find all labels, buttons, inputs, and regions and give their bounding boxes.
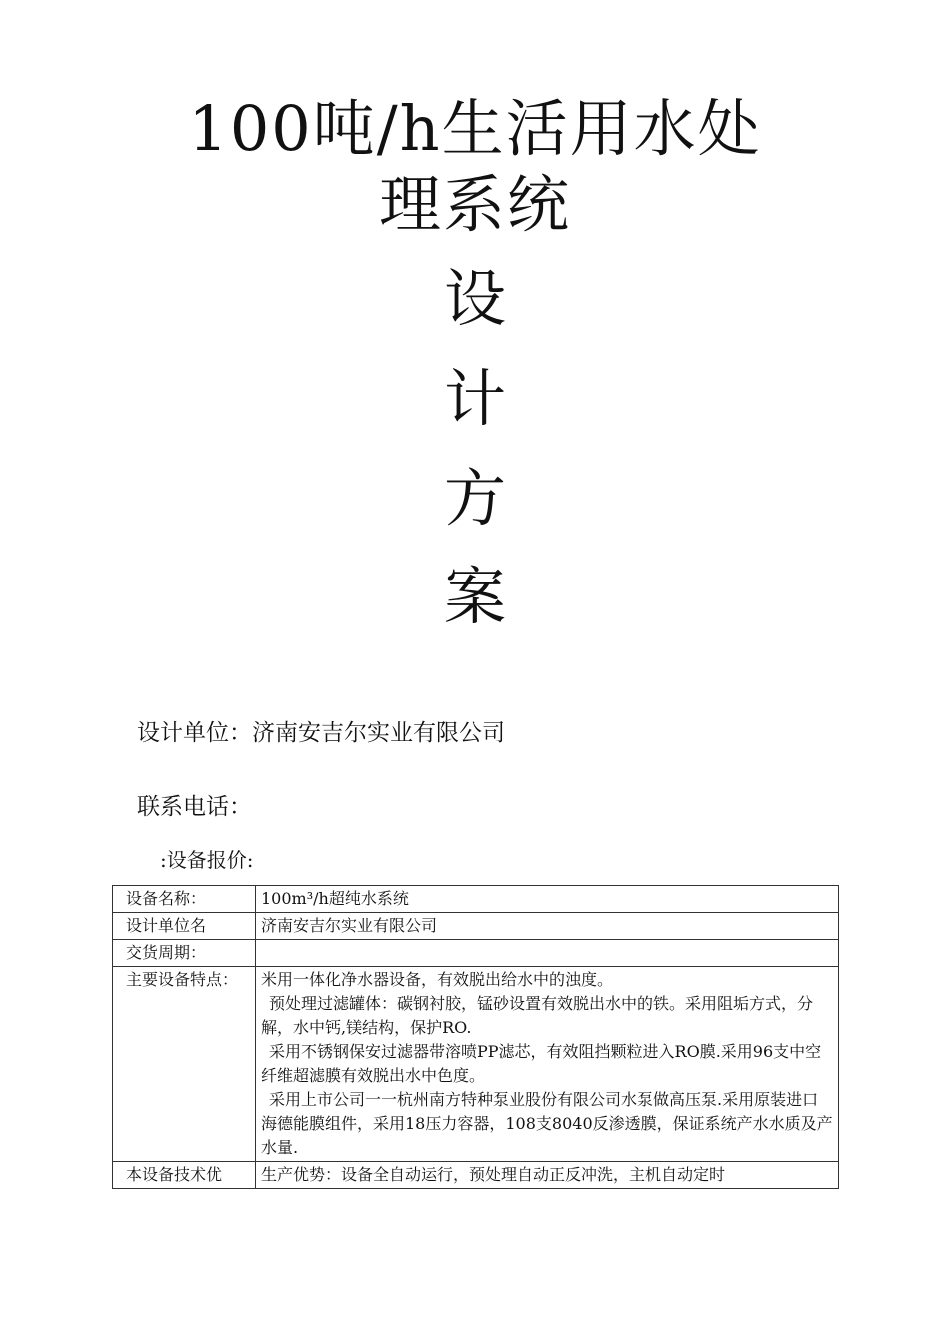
document-title-line-2: 理系统 [378, 168, 571, 241]
table-row [113, 967, 839, 1162]
row-value: 济南安吉尔实业有限公司 [256, 913, 839, 940]
table-row [113, 1162, 839, 1189]
table-row [113, 913, 839, 940]
row-value-text: 生产优势：设备全自动运行，预处理自动正反冲洗，主机自动定时 [261, 1165, 726, 1184]
feature-paragraph: 预处理过滤罐体：碳钢衬胶，锰砂设置有效脱出水中的铁。采用阻垢方式，分解，水中钙,镁结构，保护RO. [261, 994, 814, 1037]
row-key: 设备名称： [113, 886, 256, 913]
table-row [113, 940, 839, 967]
row-value [256, 967, 839, 1162]
row-key-text: 主要设备特点： [126, 970, 239, 989]
design-unit-label: 设计单位：济南安吉尔实业有限公司 [137, 720, 505, 746]
row-value [256, 940, 839, 967]
row-key: 本设备技术优 [113, 1162, 256, 1189]
feature-paragraph: 米用一体化净水器设备，有效脱出给水中的浊度。 [261, 970, 614, 989]
row-key [113, 967, 256, 1162]
document-title-line-1: 100吨/h生活用水处 [188, 92, 762, 165]
feature-paragraph: 采用上市公司一一杭州南方特种泵业股份有限公司水泵做高压泵.采用原装进口海德能膜组件，采用18压力容器，108支8040反渗透膜，保证系统产水水质及产水量. [261, 1090, 833, 1157]
equipment-quote-label: :设备报价: [160, 848, 254, 872]
contact-phone-label: 联系电话： [137, 794, 252, 820]
feature-paragraph: 采用不锈钢保安过滤器带溶喷PP滤芯，有效阻挡颗粒进入RO膜.采用96支中空纤维超滤膜有效脱出水中色度。 [261, 1042, 822, 1085]
title-char-ji: 计 [443, 362, 506, 435]
title-char-an: 案 [443, 560, 506, 633]
row-value: 100m³/h超纯水系统 [256, 886, 839, 913]
row-key: 设计单位名 [113, 913, 256, 940]
row-key: 交货周期： [113, 940, 256, 967]
table-row [113, 886, 839, 913]
title-char-fang: 方 [443, 462, 506, 535]
row-value [256, 1162, 839, 1189]
title-char-she: 设 [443, 262, 506, 335]
equipment-info-table [112, 885, 839, 1189]
